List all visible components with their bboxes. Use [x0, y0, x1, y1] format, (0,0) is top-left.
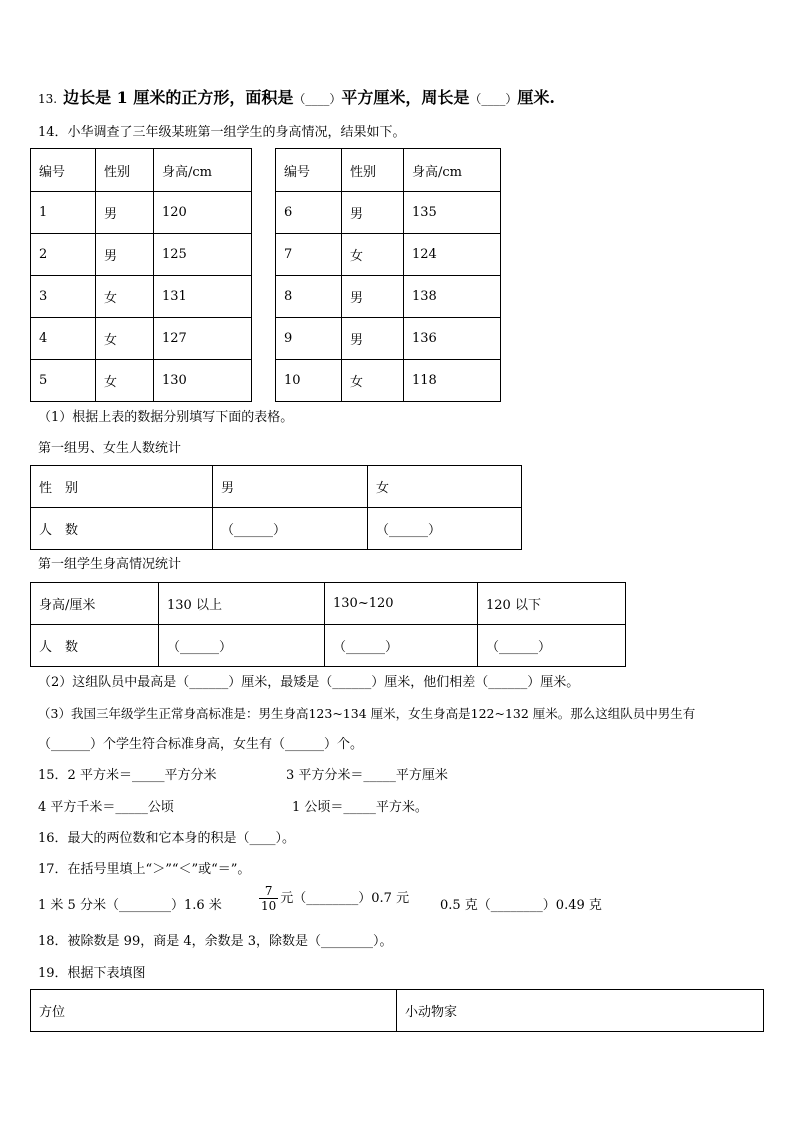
- table-cell: 4: [31, 318, 96, 360]
- comparison-text: 元（________）0.7 元: [280, 891, 410, 906]
- table-gap: [252, 318, 276, 360]
- table-cell: 8: [276, 276, 342, 318]
- table-gap: [252, 360, 276, 402]
- table-cell: 5: [31, 360, 96, 402]
- answer-blank[interactable]: （______）: [325, 625, 478, 667]
- direction-table: [30, 989, 764, 1032]
- table-cell: 135: [404, 192, 501, 234]
- table-cell: 男: [342, 276, 404, 318]
- height-data-table: [30, 148, 501, 402]
- table-cell: 7: [276, 234, 342, 276]
- question-13: [38, 88, 555, 109]
- header-cell: 编号: [31, 149, 96, 192]
- height-range-table: [30, 582, 626, 667]
- answer-blank[interactable]: （______）: [213, 508, 368, 550]
- header-cell: 130~120: [325, 583, 478, 625]
- table-cell: 女: [342, 360, 404, 402]
- table-cell: 10: [276, 360, 342, 402]
- question-15-b: 3 平方分米＝_____平方厘米: [286, 768, 448, 783]
- table-cell: 124: [404, 234, 501, 276]
- table-header-row: [31, 466, 522, 508]
- table-cell: 131: [154, 276, 252, 318]
- question-15-a: 15．2 平方米＝_____平方分米: [38, 768, 217, 783]
- table-cell: 3: [31, 276, 96, 318]
- question-19-intro: 19．根据下表填图: [38, 966, 146, 981]
- table-title: 第一组男、女生人数统计: [38, 441, 182, 456]
- gender-count-table: [30, 465, 522, 550]
- sub-question-1: （1）根据上表的数据分别填写下面的表格。: [38, 410, 294, 425]
- question-14-intro: 14．小华调查了三年级某班第一组学生的身高情况，结果如下。: [38, 125, 406, 140]
- question-17-a: 1 米 5 分米（________）1.6 米: [38, 898, 222, 913]
- table-cell: 男: [96, 192, 154, 234]
- question-18: 18．被除数是 99，商是 4，余数是 3，除数是（________）。: [38, 934, 393, 949]
- table-cell: 118: [404, 360, 501, 402]
- header-cell: 编号: [276, 149, 342, 192]
- question-17-b: [259, 884, 409, 913]
- fraction-denominator: 10: [261, 899, 277, 913]
- header-cell: 方位: [31, 990, 397, 1032]
- question-15-d: 1 公顷＝_____平方米。: [292, 800, 428, 815]
- table-cell: 人 数: [31, 508, 213, 550]
- table-row: [31, 625, 626, 667]
- table-header-row: [31, 583, 626, 625]
- question-16: 16．最大的两位数和它本身的积是（____）。: [38, 831, 296, 846]
- table-cell: 138: [404, 276, 501, 318]
- table-gap: [252, 276, 276, 318]
- header-cell: 身高/cm: [404, 149, 501, 192]
- header-cell: 女: [368, 466, 522, 508]
- table-header-row: [31, 149, 501, 192]
- table-cell: 127: [154, 318, 252, 360]
- question-17-intro: 17．在括号里填上“＞”“＜”或“＝”。: [38, 862, 251, 877]
- header-cell: 性别: [96, 149, 154, 192]
- answer-blank[interactable]: （______）: [368, 508, 522, 550]
- sub-question-3-line-1: （3）我国三年级学生正常身高标准是：男生身高123~134 厘米，女生身高是122~132 厘米。那么这组队员中男生有: [38, 706, 696, 721]
- header-cell: 120 以下: [478, 583, 626, 625]
- table-cell: 125: [154, 234, 252, 276]
- header-cell: 130 以上: [159, 583, 325, 625]
- question-text: 平方厘米，周长是: [341, 88, 470, 107]
- header-cell: 身高/cm: [154, 149, 252, 192]
- answer-blank[interactable]: （____）: [469, 92, 518, 106]
- question-number: 13.: [38, 92, 58, 106]
- table-row: [31, 318, 501, 360]
- fraction: [259, 884, 278, 913]
- table-row: [31, 234, 501, 276]
- table-cell: 136: [404, 318, 501, 360]
- table-cell: 9: [276, 318, 342, 360]
- sub-question-2: （2）这组队员中最高是（______）厘米，最矮是（______）厘米，他们相差（______）厘米。: [38, 675, 580, 690]
- answer-blank[interactable]: （______）: [478, 625, 626, 667]
- table-title: 第一组学生身高情况统计: [38, 557, 182, 572]
- question-15-c: 4 平方千米＝_____公顷: [38, 800, 174, 815]
- table-cell: 2: [31, 234, 96, 276]
- table-cell: 6: [276, 192, 342, 234]
- table-row: [31, 192, 501, 234]
- header-cell: 性 别: [31, 466, 213, 508]
- table-cell: 130: [154, 360, 252, 402]
- fraction-numerator: 7: [259, 884, 278, 899]
- header-cell: 小动物家: [397, 990, 764, 1032]
- table-cell: 男: [342, 192, 404, 234]
- answer-blank[interactable]: （______）: [159, 625, 325, 667]
- table-row: [31, 508, 522, 550]
- answer-blank[interactable]: （____）: [293, 92, 342, 106]
- table-gap: [252, 234, 276, 276]
- table-row: [31, 360, 501, 402]
- question-text: 厘米.: [517, 88, 555, 107]
- table-gap: [252, 149, 276, 192]
- table-gap: [252, 192, 276, 234]
- sub-question-3-line-2: （______）个学生符合标准身高，女生有（______）个。: [38, 737, 364, 752]
- table-cell: 男: [96, 234, 154, 276]
- table-cell: 女: [96, 360, 154, 402]
- question-17-c: 0.5 克（________）0.49 克: [440, 898, 602, 913]
- table-row: [31, 276, 501, 318]
- table-cell: 女: [342, 234, 404, 276]
- question-text: 边长是 1 厘米的正方形，面积是: [63, 88, 294, 107]
- table-cell: 1: [31, 192, 96, 234]
- table-header-row: [31, 990, 764, 1032]
- header-cell: 男: [213, 466, 368, 508]
- table-cell: 女: [96, 276, 154, 318]
- header-cell: 身高/厘米: [31, 583, 159, 625]
- table-cell: 120: [154, 192, 252, 234]
- table-cell: 男: [342, 318, 404, 360]
- header-cell: 性别: [342, 149, 404, 192]
- table-cell: 女: [96, 318, 154, 360]
- table-cell: 人 数: [31, 625, 159, 667]
